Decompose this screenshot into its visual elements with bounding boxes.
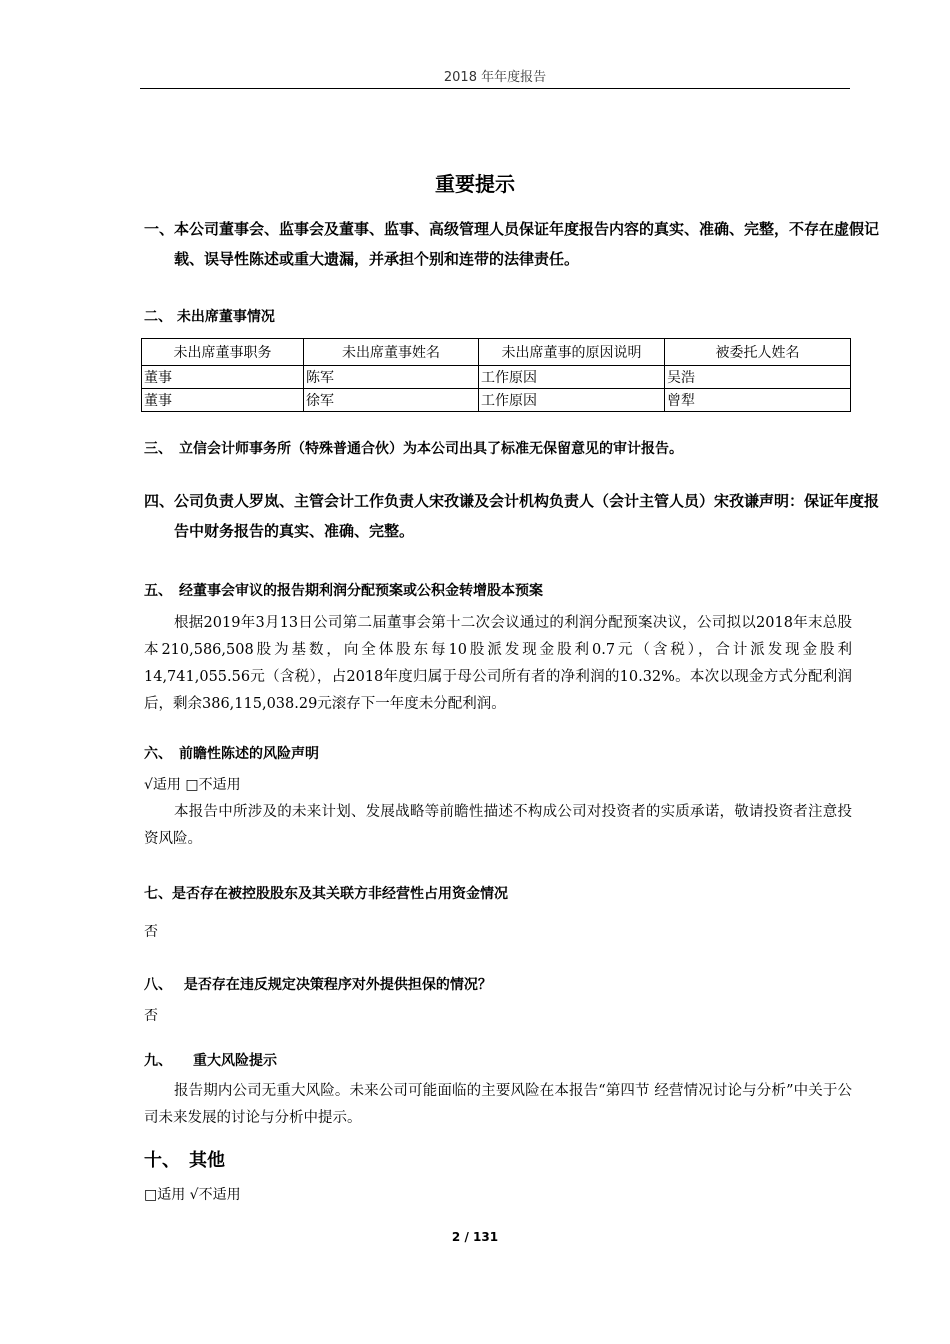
section-10-applicability: □适用 √不适用 (144, 1187, 241, 1203)
table-cell: 工作原因 (479, 389, 665, 412)
section-4: 四、公司负责人罗岚、主管会计工作负责人宋孜谦及会计机构负责人（会计主管人员）宋孜谦声明：保证年度报告中财务报告的真实、准确、完整。 (144, 492, 880, 540)
table-header-cell: 被委托人姓名 (665, 339, 851, 366)
section-5-body: 根据2019年3月13日公司第二届董事会第十二次会议通过的利润分配预案决议，公司拟以2018年末总股本210,586,508股为基数，向全体股东每10股派发现金股利0.7元（含税），合计派发现金股利14,741,055.56元（含税），占2018年度归属于母公司所有者的净利润的10.32%。本次以现金方式分配利润后，剩余386,115,038.29元滚存下一年度未分配利润。 (144, 615, 852, 712)
table-cell: 曾犁 (665, 389, 851, 412)
section-9-body: 报告期内公司无重大风险。未来公司可能面临的主要风险在本报告“第四节 经营情况讨论与分析”中关于公司未来发展的讨论与分析中提示。 (144, 1083, 852, 1126)
header-divider (140, 88, 850, 89)
section-7-answer: 否 (144, 924, 158, 940)
table-cell: 吴浩 (665, 366, 851, 389)
section-6-heading: 六、 前瞻性陈述的风险声明 (144, 746, 319, 762)
section-7-heading: 七、是否存在被控股股东及其关联方非经营性占用资金情况 (144, 886, 508, 902)
page-number: 2 / 131 (451, 1230, 499, 1244)
section-10-heading: 十、 其他 (144, 1150, 225, 1171)
table-header-cell: 未出席董事职务 (142, 339, 304, 366)
section-6-applicability: √适用 □不适用 (144, 777, 241, 793)
section-8-heading: 八、 是否存在违反规定决策程序对外提供担保的情况？ (144, 977, 492, 993)
table-cell: 徐军 (304, 389, 479, 412)
table-header-cell: 未出席董事姓名 (304, 339, 479, 366)
section-8-answer: 否 (144, 1008, 158, 1024)
table-cell: 工作原因 (479, 366, 665, 389)
section-1: 一、本公司董事会、监事会及董事、监事、高级管理人员保证年度报告内容的真实、准确、完整，不存在虚假记载、误导性陈述或重大遗漏，并承担个别和连带的法律责任。 (144, 220, 880, 268)
table-header-cell: 未出席董事的原因说明 (479, 339, 665, 366)
page-title: 重要提示 (435, 172, 515, 196)
table-cell: 董事 (142, 366, 304, 389)
section-3: 三、 立信会计师事务所（特殊普通合伙）为本公司出具了标准无保留意见的审计报告。 (144, 441, 683, 457)
section-9-heading: 九、 重大风险提示 (144, 1053, 277, 1069)
absent-directors-table (141, 338, 851, 412)
section-5-heading: 五、 经董事会审议的报告期利润分配预案或公积金转增股本预案 (144, 583, 543, 599)
table-cell: 董事 (142, 389, 304, 412)
table-header-row (142, 339, 851, 366)
table-row (142, 366, 851, 389)
table-cell: 陈军 (304, 366, 479, 389)
section-6-body: 本报告中所涉及的未来计划、发展战略等前瞻性描述不构成公司对投资者的实质承诺，敬请投资者注意投资风险。 (144, 804, 852, 847)
table-row (142, 389, 851, 412)
page-header: 2018 年年度报告 (443, 70, 547, 85)
section-2-heading: 二、 未出席董事情况 (144, 309, 275, 325)
